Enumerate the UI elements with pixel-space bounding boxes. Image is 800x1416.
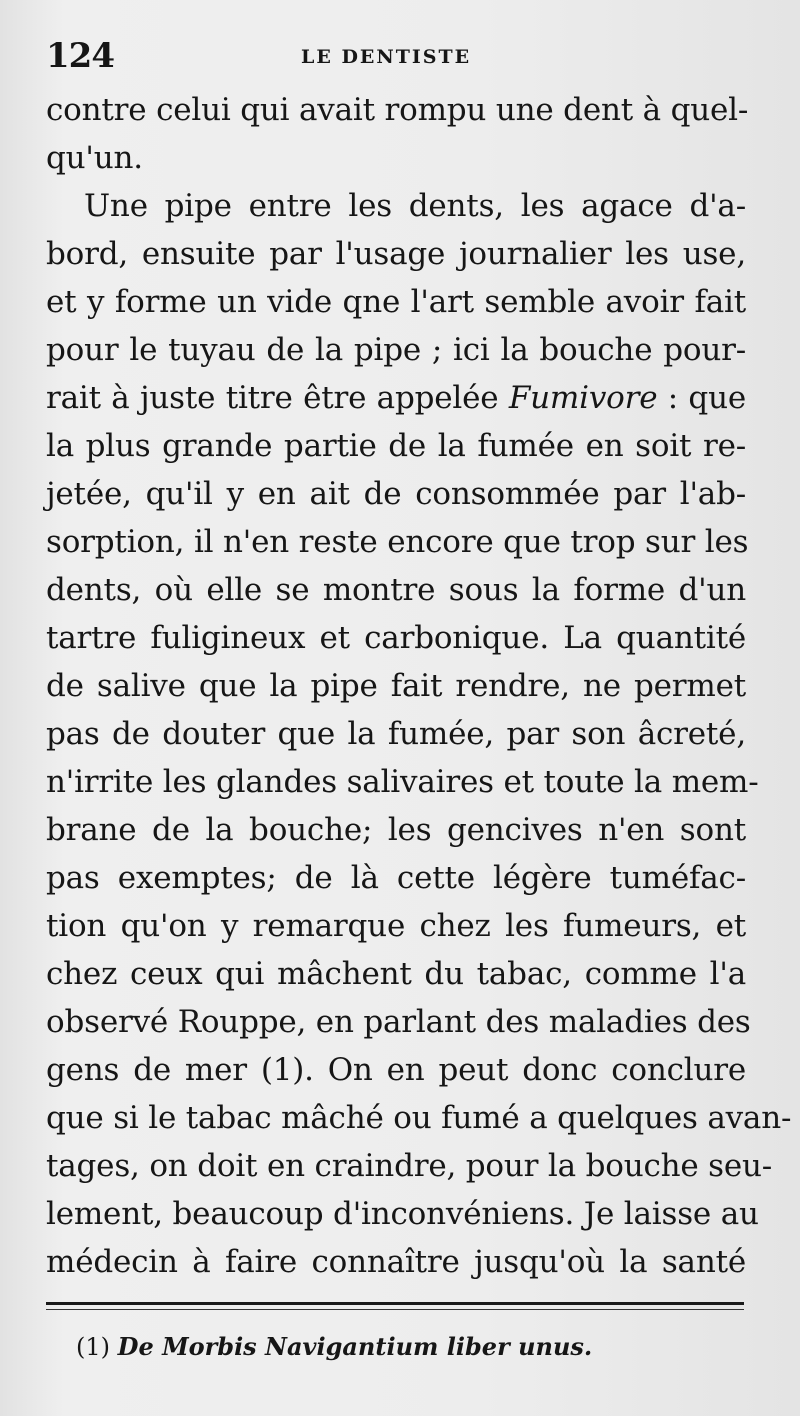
page-header	[46, 36, 746, 76]
text-line: tartre fuligineux et carbonique. La quantité	[46, 620, 746, 656]
text-line: médecin à faire connaître jusqu'où la santé	[46, 1244, 746, 1280]
text-line: bord, ensuite par l'usage journalier les use,	[46, 236, 746, 272]
text-line: qu'un.	[46, 140, 143, 176]
text-line: contre celui qui avait rompu une dent à quel-	[46, 92, 749, 128]
text-line: pour le tuyau de la pipe ; ici la bouche pour-	[46, 332, 746, 368]
text-line: tion qu'on y remarque chez les fumeurs, et	[46, 908, 746, 944]
footnote-marker: (1)	[76, 1333, 118, 1361]
text-line: chez ceux qui mâchent du tabac, comme l'a	[46, 956, 746, 992]
text-line: n'irrite les glandes salivaires et toute la mem-	[46, 764, 759, 800]
footnote-text: De Morbis Navigantium liber unus.	[117, 1332, 593, 1361]
footnote-rule	[46, 1302, 744, 1305]
italic-term: Fumivore	[508, 380, 658, 416]
text-line: et y forme un vide qne l'art semble avoir fait	[46, 284, 746, 320]
text-line: brane de la bouche; les gencives n'en sont	[46, 812, 746, 848]
running-head: LE DENTISTE	[301, 46, 472, 68]
text-line: que si le tabac mâché ou fumé a quelques avan-	[46, 1100, 792, 1136]
text-line: lement, beaucoup d'inconvéniens. Je laisse au	[46, 1196, 759, 1232]
footnote	[76, 1332, 592, 1361]
text-line: sorption, il n'en reste encore que trop sur les	[46, 524, 749, 560]
page-number: 124	[46, 36, 114, 76]
text-line: gens de mer (1). On en peut donc conclure	[46, 1052, 746, 1088]
text-line: la plus grande partie de la fumée en soit re-	[46, 428, 746, 464]
text-line-paragraph-start: Une pipe entre les dents, les agace d'a-	[84, 188, 746, 224]
text-line: dents, où elle se montre sous la forme d'un	[46, 572, 746, 608]
text-line: tages, on doit en craindre, pour la bouche seu-	[46, 1148, 773, 1184]
body-text	[46, 86, 792, 1286]
footnote-rule-thin	[46, 1309, 744, 1310]
text-line: observé Rouppe, en parlant des maladies des	[46, 1004, 751, 1040]
text-line: de salive que la pipe fait rendre, ne permet	[46, 668, 746, 704]
text-line: pas de douter que la fumée, par son âcreté,	[46, 716, 746, 752]
text-line: jetée, qu'il y en ait de consommée par l'ab-	[46, 476, 746, 512]
text-line: pas exemptes; de là cette légère tuméfac-	[46, 860, 746, 896]
text-line: rait à juste titre être appelée Fumivore : que	[46, 380, 746, 416]
